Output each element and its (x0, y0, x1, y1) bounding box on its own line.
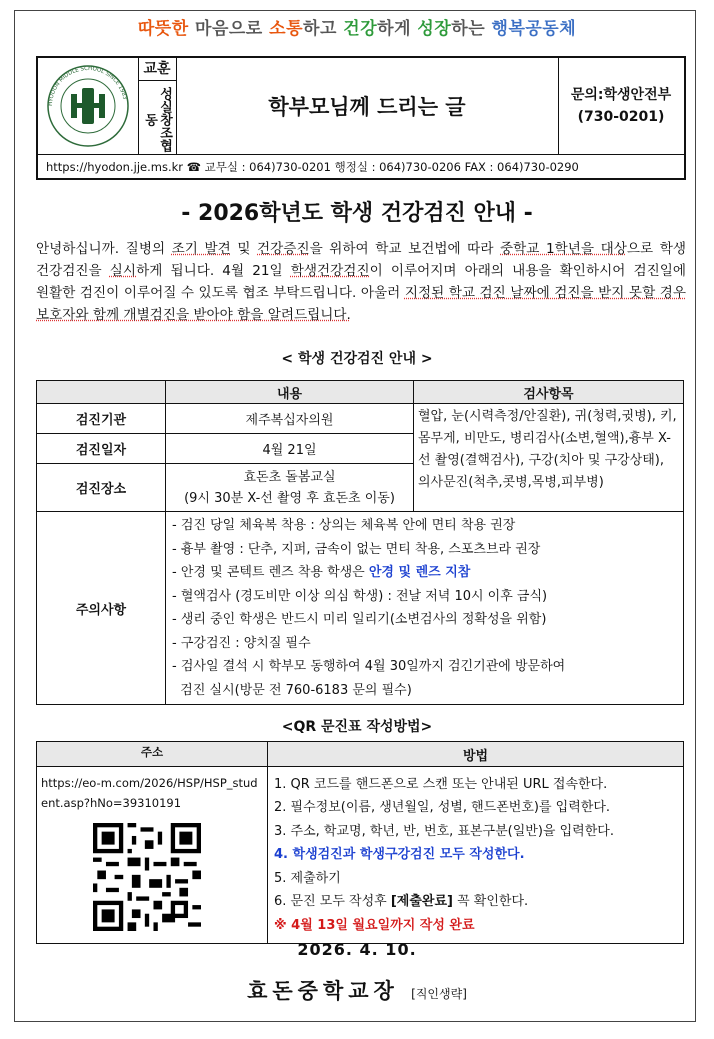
intro-underlined: 지정된 학교 검진 날짜에 검진을 받지 못할 경우 보호자와 함께 개별검진을 받아야 함을 알려드립니다. (36, 285, 686, 323)
section-title-qr: <QR 문진표 작성방법> (281, 719, 433, 735)
contact-phone: (730-0201) (577, 109, 665, 125)
contact-department: 문의:학생안전부 (570, 87, 672, 103)
slogan-text: 하게 (377, 19, 418, 39)
letter-title: 학부모님께 드리는 글 (176, 58, 559, 154)
row-value: 제주복십자의원 (166, 404, 414, 434)
list-item (172, 561, 677, 585)
row-label: 검진기관 (37, 404, 166, 434)
seal-omitted-note: [직인생략] (411, 987, 467, 1001)
table-header-address: 주소 (37, 742, 268, 767)
row-label: 검진일자 (37, 434, 166, 464)
row-value: 4월 21일 (166, 434, 414, 464)
list-item: - 구강검진 : 양치질 필수 (172, 635, 311, 651)
slogan-word-communicate: 소통 (269, 19, 304, 39)
list-item-highlight: 4. 학생검진과 학생구강검진 모두 작성한다. (274, 847, 525, 863)
slogan-word-warm: 따뜻한 (137, 19, 189, 39)
list-item-text: - 안경 및 콘텍트 렌즈 착용 학생은 (172, 565, 369, 580)
section-title-checkup: < 학생 건강검진 안내 > (281, 351, 433, 367)
slogan-word-grow: 성장 (417, 19, 452, 39)
list-item-text: 6. 문진 모두 작성후 (274, 894, 391, 910)
intro-text: 및 (230, 241, 258, 257)
table-row (37, 404, 684, 434)
school-contact-line: https://hyodon.jje.ms.kr ☎ 교무실 : 064)730-0201 행정실 : 064)730-0206 FAX : 064)730-0290 (38, 154, 684, 178)
intro-underlined: 건강증진 (257, 241, 310, 257)
table-header-content: 내용 (166, 381, 414, 404)
slogan-text: 마음으로 (188, 19, 270, 39)
table-header-row (37, 742, 684, 767)
intro-underlined: 조기 발견 (171, 241, 231, 257)
school-slogan (0, 14, 714, 39)
principal-title: 효돈중학교장 (247, 979, 399, 1003)
list-item: - 검사일 결석 시 학부모 동행하여 4월 30일까지 검긴기관에 방문하여 (172, 659, 566, 674)
intro-paragraph (36, 238, 686, 326)
slogan-word-healthy: 건강 (343, 19, 378, 39)
intro-text: 으로 학생 건강검진을 (36, 241, 686, 279)
qr-method-table (36, 741, 684, 944)
place-note: (9시 30분 X-선 촬영 후 효돈초 이동) (184, 490, 395, 506)
issue-date: 2026. 4. 10. (297, 940, 417, 959)
motto-text: 성실창조협동 (142, 86, 172, 152)
intro-underlined: 실시 (109, 263, 137, 279)
table-row (37, 512, 684, 705)
table-header-items: 검사항목 (414, 381, 684, 404)
list-item-text: 꼭 확인한다. (452, 894, 529, 910)
list-item: 3. 주소, 학교명, 학년, 반, 번호, 표본구분(일반)을 입력한다. (274, 823, 614, 839)
list-item: - 검진 당일 체육복 착용 : 상의는 체육복 안에 면티 착용 권장 (172, 518, 516, 533)
logo-lettering: HYODON MIDDLE SCHOOL SINCE 1983 (47, 65, 128, 107)
principal-signature (0, 975, 714, 1005)
address-cell (37, 767, 268, 944)
row-label: 검진장소 (37, 464, 166, 512)
contact-info (558, 58, 684, 154)
list-item: - 흉부 촬영 : 단추, 지퍼, 금속이 없는 면티 착용, 스포츠브라 권장 (172, 541, 541, 557)
list-item: 2. 필수정보(이름, 생년월일, 성별, 핸드폰번호)를 입력한다. (274, 800, 611, 816)
intro-underlined: 학생건강검진 (290, 263, 370, 279)
school-emblem-icon (38, 58, 138, 154)
row-label: 주의사항 (37, 512, 166, 705)
survey-url-link[interactable]: https://eo-m.com/2026/HSP/HSP_student.asp?hNo=39310191 (41, 776, 258, 810)
school-motto (138, 58, 177, 154)
table-header-blank (37, 381, 166, 404)
list-item: - 생리 중인 학생은 반드시 미리 일리기(소변검사의 정확성을 위함) (172, 612, 547, 627)
list-item: - 혈액검사 (경도비만 이상 의심 학생) : 전날 저녁 10시 이후 금식) (172, 588, 548, 604)
intro-text: 하게 됩니다. 4월 21일 (136, 263, 291, 279)
list-item: 검진 실시(방문 전 760-6183 문의 필수) (172, 682, 412, 698)
slogan-text: 하는 (451, 19, 492, 39)
table-row (37, 767, 684, 944)
deadline-notice: ※ 4월 13일 월요일까지 작성 완료 (274, 917, 475, 933)
intro-text: 안녕하십니까. 질병의 (36, 241, 172, 257)
table-header-method: 방법 (268, 742, 684, 767)
row-value (166, 464, 414, 512)
intro-text: 을 위하여 학교 보건법에 따라 (309, 241, 501, 257)
letter-header (36, 56, 686, 180)
table-header-row (37, 381, 684, 404)
list-item: 5. 제출하기 (274, 870, 341, 886)
motto-label: 교훈 (138, 58, 176, 81)
qr-code-icon[interactable] (93, 823, 201, 931)
submit-complete-text: [제출완료] (390, 894, 453, 910)
method-steps (268, 767, 684, 944)
checkup-info-table (36, 380, 684, 705)
page-title: - 2026학년도 학생 건강검진 안내 - (181, 201, 533, 226)
slogan-text: 하고 (303, 19, 344, 39)
intro-underlined: 중학교 1학년을 대상 (500, 241, 627, 257)
precautions-list (166, 512, 684, 705)
list-item: 1. QR 코드를 핸드폰으로 스캔 또는 안내된 URL 접속한다. (274, 776, 608, 792)
slogan-word-community: 행복공동체 (491, 19, 577, 39)
list-item (274, 890, 677, 914)
exam-items: 혈압, 눈(시력측정/안질환), 귀(청력,귓병), 키, 몸무게, 비만도, 병리검사(소변,혈액),흉부 X-선 촬영(결핵검사), 구강(치아 및 구강상태), 의사문진(척추,콧병,목병,피부병) (414, 404, 684, 512)
school-logo-cell (38, 58, 139, 154)
highlight-text: 안경 및 렌즈 지참 (368, 565, 471, 580)
place-name: 효돈초 돌봄교실 (243, 469, 336, 485)
intro-text: 이 이루어지며 아래의 내용을 확인하시어 검진일에 원활한 검진이 이루어질 수 있도록 협조 부탁드립니다. 아울러 (36, 263, 686, 301)
